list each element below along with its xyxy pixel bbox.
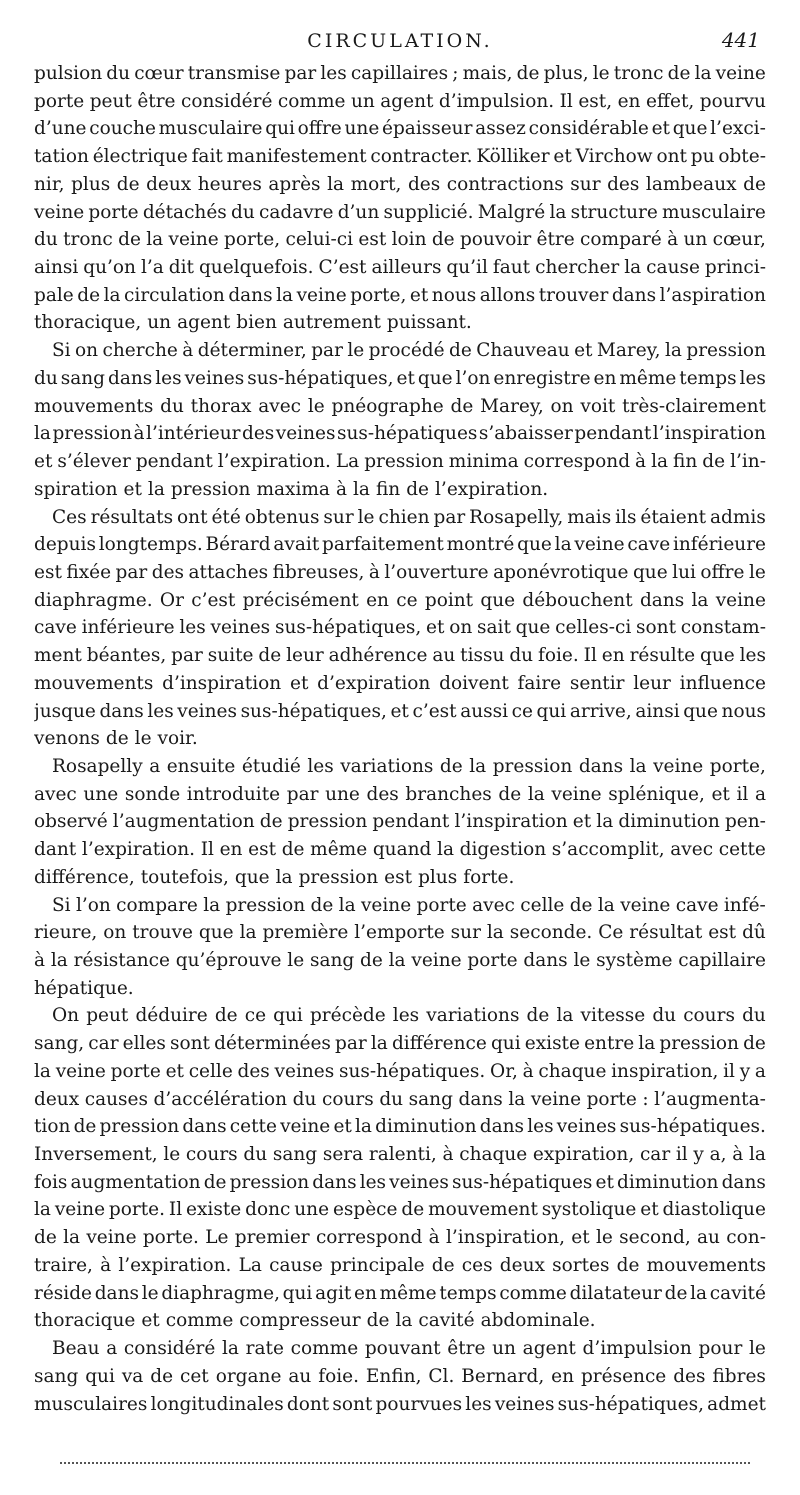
text-line: Beau a considéré la rate comme pouvant être un agent d’impulsion pour le (52, 1338, 766, 1360)
text-line: hépatique. (34, 977, 134, 999)
text-line: sang, car elles sont déterminées par la différence qui existe entre la pression de (34, 1033, 766, 1055)
text-line: fois augmentation de pression dans les veines sus-hépatiques et diminution dans (34, 1171, 766, 1193)
text-line: pale de la circulation dans la veine porte, et nous allons trouver dans l’aspiration (34, 284, 766, 306)
text-line: jusque dans les veines sus-hépatiques, et c’est aussi ce qui arrive, ainsi que nous (34, 700, 766, 722)
text-line: mouvements du thorax avec le pnéographe de Marey, on voit très-clairement (34, 395, 766, 417)
text-line: mouvements d’inspiration et d’expiration doivent faire sentir leur influence (34, 672, 766, 694)
text-line: nir, plus de deux heures après la mort, des contractions sur des lambeaux de (34, 173, 766, 195)
running-head (0, 28, 800, 58)
text-line: diaphragme. Or c’est précisément en ce point que débouchent dans la veine (34, 589, 766, 611)
text-line: du tronc de la veine porte, celui-ci est loin de pouvoir être comparé à un cœur, (34, 229, 766, 251)
footer-dotted-rule (60, 1462, 750, 1464)
text-line: sang qui va de cet organe au foie. Enfin, Cl. Bernard, en présence des fibres (34, 1365, 766, 1387)
text-line: venons de le voir. (34, 728, 198, 750)
running-title: CIRCULATION. (307, 30, 493, 52)
text-line: différence, toutefois, que la pression est plus forte. (34, 866, 515, 888)
text-line: pulsion du cœur transmise par les capillaires ; mais, de plus, le tronc de la veine (34, 63, 766, 84)
text-line: réside dans le diaphragme, qui agit en même temps comme dilatateur de la cavité (34, 1282, 766, 1304)
page-number: 441 (721, 28, 760, 52)
text-line: dant l’expiration. Il en est de même quand la digestion s’accomplit, avec cette (34, 839, 766, 861)
body-text (34, 60, 766, 1418)
text-line: veine porte détachés du cadavre d’un supplicié. Malgré la structure musculaire (34, 201, 766, 223)
text-line: thoracique et comme compresseur de la cavité abdominale. (34, 1310, 596, 1332)
text-line: tion de pression dans cette veine et la diminution dans les veines sus-hépatiques. (34, 1116, 766, 1138)
text-line: Inversement, le cours du sang sera ralenti, à chaque expiration, car il y a, à la (34, 1144, 766, 1166)
text-line: est fixée par des attaches fibreuses, à l’ouverture aponévrotique que lui offre le (34, 561, 766, 583)
text-line: thoracique, un agent bien autrement puissant. (34, 312, 472, 334)
text-line: ment béantes, par suite de leur adhérence au tissu du foie. Il en résulte que les (34, 645, 766, 667)
text-line: la pression à l’intérieur des veines sus-hépatiques s’abaisser pendant l’inspiration (34, 423, 766, 445)
text-line: Rosapelly a ensuite étudié les variations de la pression dans la veine porte, (52, 755, 766, 777)
text-line: la veine porte et celle des veines sus-hépatiques. Or, à chaque inspiration, il y a (34, 1060, 766, 1082)
text-line: traire, à l’expiration. La cause principale de ces deux sortes de mouvements (34, 1254, 766, 1276)
text-line: avec une sonde introduite par une des branches de la veine splénique, et il a (34, 783, 766, 805)
text-line: à la résistance qu’éprouve le sang de la veine porte dans le système capillaire (34, 950, 766, 971)
text-line: Si l’on compare la pression de la veine porte avec celle de la veine cave infé- (52, 894, 766, 916)
text-line: et s’élever pendant l’expiration. La pression minima correspond à la fin de l’in- (34, 451, 766, 473)
text-line: porte peut être considéré comme un agent d’impulsion. Il est, en effet, pourvu (34, 90, 766, 112)
text-line: d’une couche musculaire qui offre une épaisseur assez considérable et que l’exci- (34, 118, 766, 140)
text-line: rieure, on trouve que la première l’emporte sur la seconde. Ce résultat est dû (34, 922, 766, 944)
text-line: du sang dans les veines sus-hépatiques, et que l’on enregistre en même temps les (34, 367, 766, 389)
text-line: la veine porte. Il existe donc une espèce de mouvement systolique et diastolique (34, 1199, 766, 1221)
text-line: Ces résultats ont été obtenus sur le chien par Rosapelly, mais ils étaient admis (52, 506, 766, 528)
text-line: tation électrique fait manifestement contracter. Kölliker et Virchow ont pu obte- (34, 146, 766, 168)
text-line: spiration et la pression maxima à la fin de l’expiration. (34, 478, 549, 500)
text-line: deux causes d’accélération du cours du sang dans la veine porte : l’augmenta- (34, 1088, 766, 1110)
text-line: ainsi qu’on l’a dit quelquefois. C’est ailleurs qu’il faut chercher la cause princi- (34, 257, 766, 279)
text-line: depuis longtemps. Bérard avait parfaitement montré que la veine cave inférieure (34, 534, 766, 556)
text-line: observé l’augmentation de pression pendant l’inspiration et la diminution pen- (34, 811, 766, 833)
text-line: cave inférieure les veines sus-hépatiques, et on sait que celles-ci sont constam- (34, 617, 766, 639)
text-line: de la veine porte. Le premier correspond à l’inspiration, et le second, au con- (34, 1227, 766, 1249)
text-line: musculaires longitudinales dont sont pourvues les veines sus-hépatiques, admet (34, 1393, 766, 1415)
text-line: On peut déduire de ce qui précède les variations de la vitesse du cours du (52, 1005, 766, 1027)
text-line: Si on cherche à déterminer, par le procédé de Chauveau et Marey, la pression (52, 340, 766, 362)
